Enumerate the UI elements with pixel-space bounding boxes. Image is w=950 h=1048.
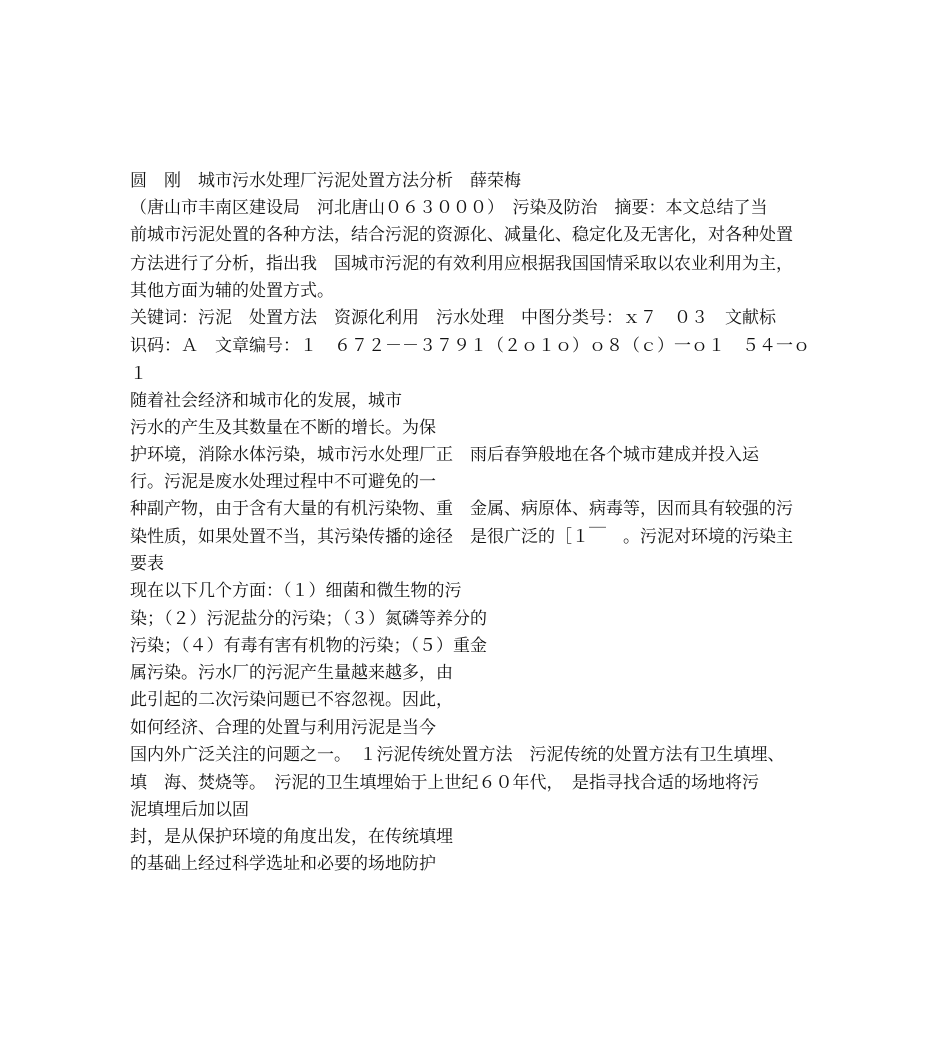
keywords-line: 关键词：污泥 处置方法 资源化利用 污水处理 中图分类号：ｘ７ ０３ 文献标 [130,308,776,328]
body-line: 污水的产生及其数量在不断的增长。为保 [130,418,436,438]
body-line: 泥填埋后加以固 [130,800,249,820]
abstract-line: 方法进行了分析，指出我 国城市污泥的有效利用应根据我国国情采取以农业利用为主， [130,254,793,274]
body-line: 随着社会经济和城市化的发展，城市 [130,391,402,411]
keywords-line: 识码：Ａ 文章编号：１ ６７２－－３７９１（２ｏ１ｏ）ｏ８（ｃ）一ｏ１ ５４一ｏ [130,336,810,356]
body-line: 此引起的二次污染问题已不容忽视。因此， [130,690,453,710]
body-line: 染性质，如果处置不当，其污染传播的途径 是很广泛的［１￣ 。污泥对环境的污染主 [130,527,793,547]
body-line: 现在以下几个方面：（１）细菌和微生物的污 [130,581,462,601]
body-line: 种副产物，由于含有大量的有机污染物、重 金属、病原体、病毒等，因而具有较强的污 [130,499,793,519]
title-line: 圆 刚 城市污水处理厂污泥处置方法分析 薛荣梅 [130,171,521,191]
body-line: 护环境，消除水体污染，城市污水处理厂正 雨后春笋般地在各个城市建成并投入运 [130,445,759,465]
body-line: 污染；（４）有毒有害有机物的污染；（５）重金 [130,636,487,656]
body-line: 填 海、焚烧等。 污泥的卫生填埋始于上世纪６０年代， 是指寻找合适的场地将污 [130,773,759,793]
abstract-line: 其他方面为辅的处置方式。 [130,281,334,301]
body-line: 封，是从保护环境的角度出发，在传统填埋 [130,827,453,847]
section-heading-line: 国内外广泛关注的问题之一。 １污泥传统处置方法 污泥传统的处置方法有卫生填埋、 [130,745,785,765]
abstract-line: 前城市污泥处置的各种方法，结合污泥的资源化、减量化、稳定化及无害化，对各种处置 [130,225,793,245]
body-line: 如何经济、合理的处置与利用污泥是当今 [130,718,436,738]
body-line: 属污染。污水厂的污泥产生量越来越多，由 [130,663,453,683]
abstract-line: （唐山市丰南区建设局 河北唐山０６３０００） 污染及防治 摘要：本文总结了当 [130,198,768,218]
keywords-line: １ [130,364,147,384]
body-line: 行。污泥是废水处理过程中不可避免的一 [130,472,436,492]
body-line: 的基础上经过科学选址和必要的场地防护 [130,854,436,874]
body-line: 染；（２）污泥盐分的污染；（３）氮磷等养分的 [130,609,487,629]
body-line: 要表 [130,554,164,574]
